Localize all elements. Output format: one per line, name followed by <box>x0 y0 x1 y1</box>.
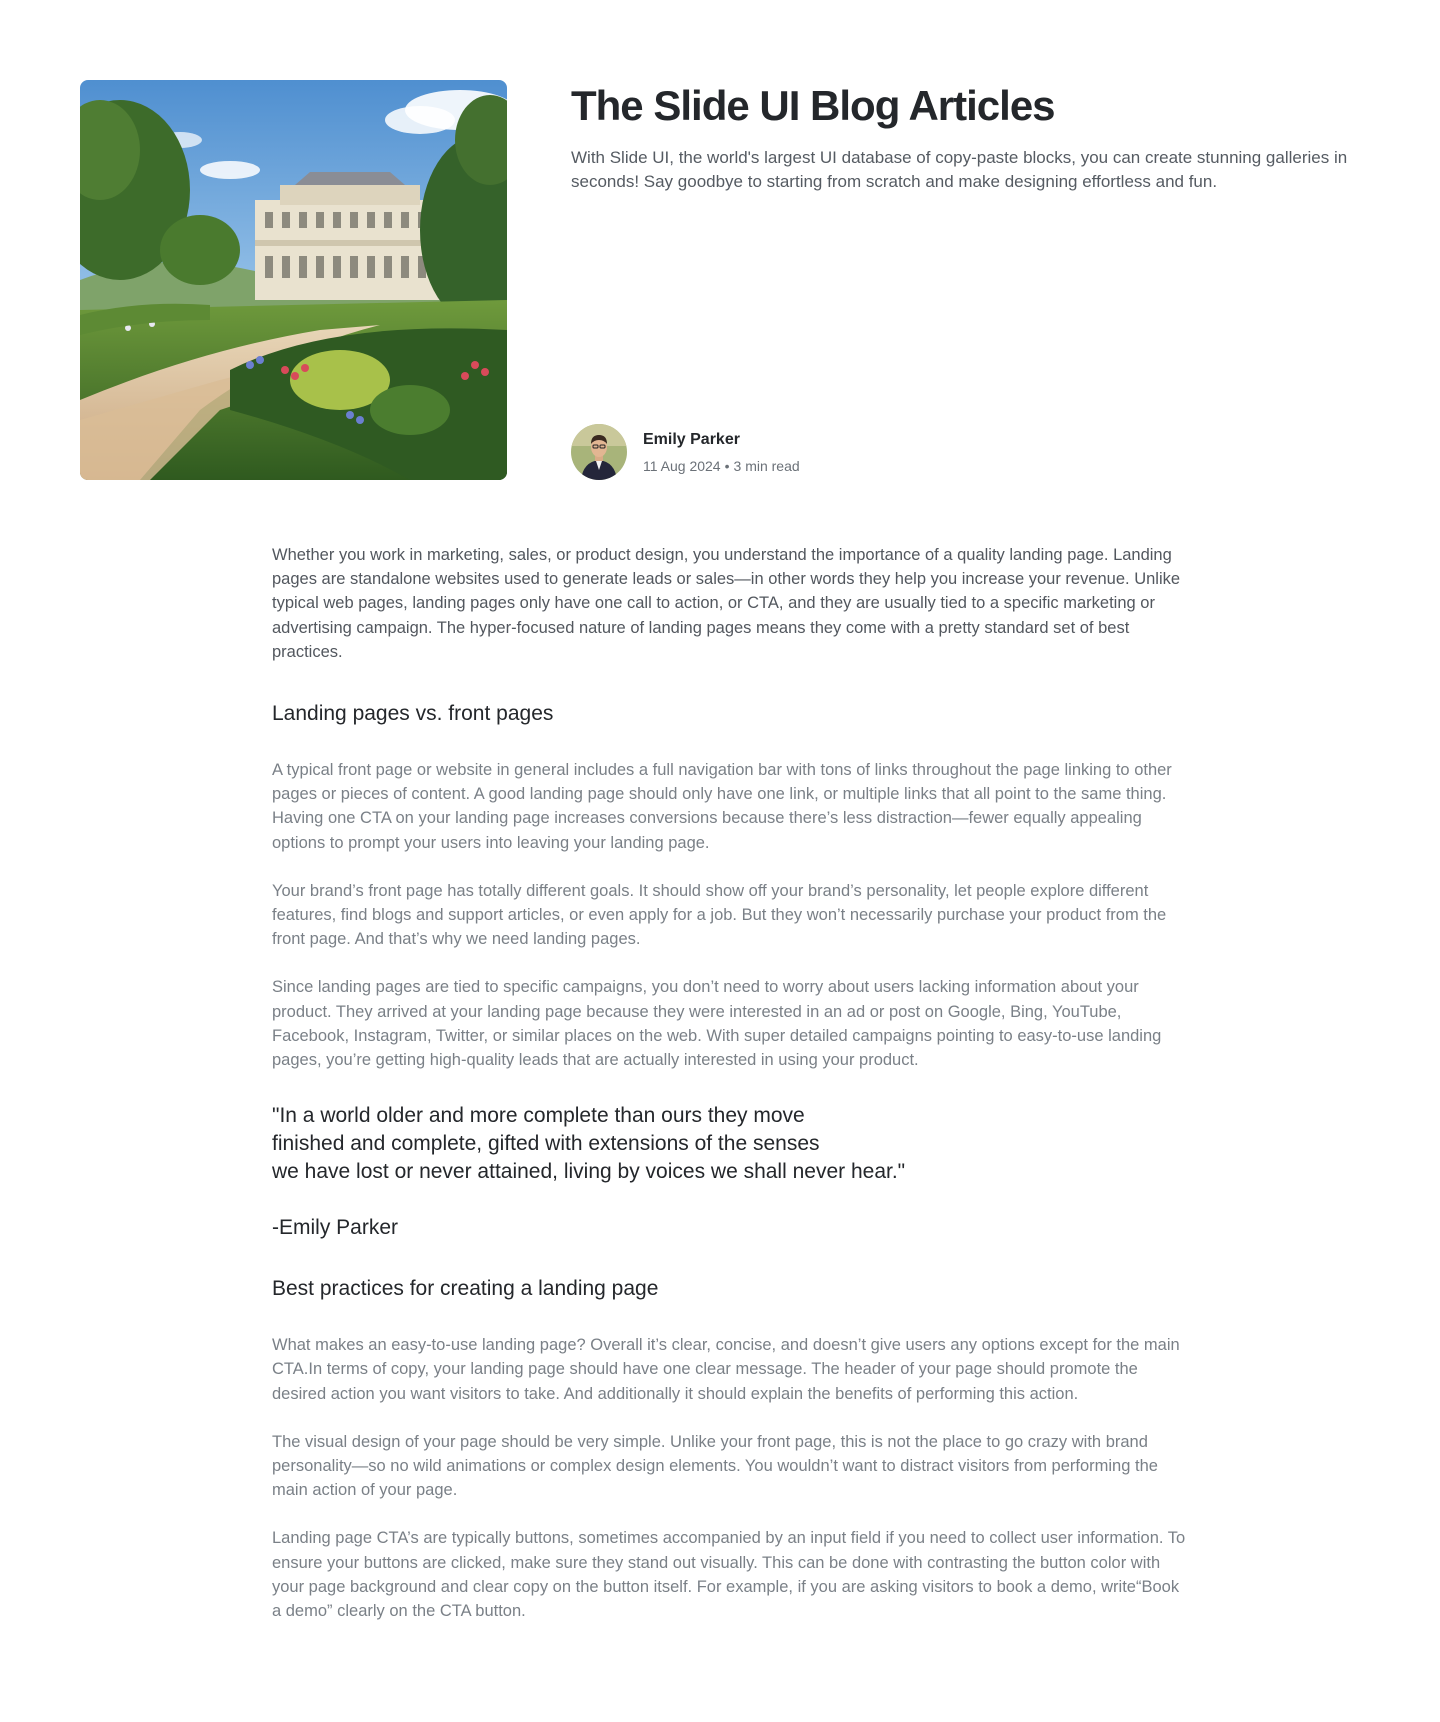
article-lead: Whether you work in marketing, sales, or product design, you understand the importance of a quality landing page. Landing pages are standalone websites used to generate leads or sales—in other words they help you increase your revenue. Unlike typical web pages, landing pages only have one call to action, or CTA, and they are usually tied to a specific marketing or advertising campaign. The hyper-focused nature of landing pages means they come with a pretty standard set of best practices. <box>272 546 1181 661</box>
article-paragraph: A typical front page or website in general includes a full navigation bar with tons of links throughout the page linking to other pages or pieces of content. A good landing page should only have one link, or multiple links that all point to the same thing. Having one CTA on your landing page increases conversions because there’s less distraction—fewer equally appealing options to prompt your users into leaving your landing page. <box>272 761 1172 852</box>
section-heading-best-practices: Best practices for creating a landing page <box>272 1277 659 1301</box>
author-meta <box>643 429 800 475</box>
article-paragraph: Your brand’s front page has totally different goals. It should show off your brand’s personality, let people explore different features, find blogs and support articles, or even apply for a job. But they won’t necessarily purchase your product from the front page. And that’s why we need landing pages. <box>272 881 1167 949</box>
quote-line: we have lost or never attained, living by voices we shall never hear." <box>272 1160 906 1184</box>
author-block <box>571 424 800 480</box>
author-name[interactable]: Emily Parker <box>643 431 740 448</box>
quote-line: "In a world older and more complete than ours they move <box>272 1104 805 1128</box>
article-paragraph: Landing page CTA’s are typically buttons, sometimes accompanied by an input field if you need to collect user information. To ensure your buttons are clicked, make sure they stand out visually. This can be done with contrasting the button color with your page background and clear copy on the button itself. For example, if you are asking visitors to book a demo, write“Book a demo” clearly on the CTA button. <box>272 1529 1186 1621</box>
article-paragraph: The visual design of your page should be very simple. Unlike your front page, this is not the place to go crazy with brand personality—so no wild animations or complex design elements. You wouldn’t want to distract visitors from performing the main action of your page. <box>272 1432 1158 1500</box>
hero-image <box>80 80 507 480</box>
page-title: The Slide UI Blog Articles <box>571 82 1055 129</box>
quote-line: finished and complete, gifted with extensions of the senses <box>272 1132 820 1156</box>
garden-mansion-photo-icon <box>80 80 507 480</box>
avatar[interactable] <box>571 424 627 480</box>
article-hero <box>80 80 1370 480</box>
hero-text <box>571 80 1370 480</box>
person-avatar-icon <box>571 424 627 480</box>
article-paragraph: What makes an easy-to-use landing page? Overall it’s clear, concise, and doesn’t give users any options except for the main CTA.In terms of copy, your landing page should have one clear message. The header of your page should promote the desired action you want visitors to take. And additionally it should explain the benefits of performing this action. <box>272 1336 1180 1403</box>
post-date: 11 Aug 2024 <box>643 458 721 474</box>
section-heading-landing-vs-front: Landing pages vs. front pages <box>272 702 554 726</box>
meta-separator: • <box>724 458 730 474</box>
article-body <box>272 543 1187 1623</box>
article-paragraph: Since landing pages are tied to specific campaigns, you don’t need to worry about users lacking information about your product. They arrived at your landing page because they were interested in an ad or post on Google, Bing, YouTube, Facebook, Instagram, Twitter, or similar places on the web. With super detailed campaigns pointing to easy-to-use landing pages, you’re getting high-quality leads that are actually interested in using your product. <box>272 978 1162 1070</box>
page-subtitle: With Slide UI, the world's largest UI database of copy-paste blocks, you can create stunning galleries in seconds! Say goodbye to starting from scratch and make designing effortless and fun. <box>571 148 1348 191</box>
post-meta <box>643 457 800 475</box>
pull-quote <box>272 1102 1187 1186</box>
read-time: 3 min read <box>733 458 800 474</box>
quote-attribution: -Emily Parker <box>272 1216 399 1240</box>
